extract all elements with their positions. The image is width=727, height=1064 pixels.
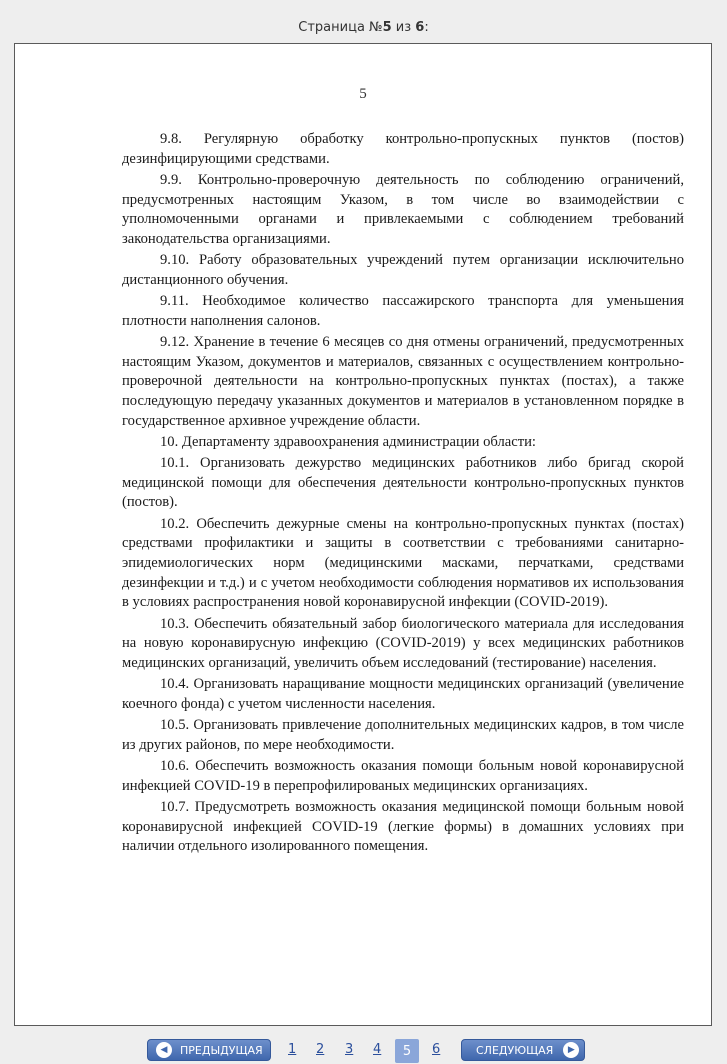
document-page	[14, 43, 712, 1026]
previous-page-label: ПРЕДЫДУЩАЯ	[180, 1043, 263, 1057]
paragraph-10: 10. Департаменту здравоохранения администрации области:	[160, 433, 536, 450]
document-body	[122, 130, 684, 859]
previous-page-button[interactable]	[147, 1039, 271, 1061]
header-suffix: :	[424, 20, 429, 35]
page-link-4[interactable]: 4	[373, 1042, 382, 1057]
next-page-button[interactable]	[461, 1039, 585, 1061]
chevron-right-icon: ▶	[563, 1042, 579, 1058]
pagination	[0, 1039, 727, 1063]
paragraph-10-3: 10.3. Обеспечить обязательный забор биологического материала для исследования на новую коронавирусную инфекцию (COVID-2019) у всех медицинских работников медицинских организаций, увеличить объем исследований (тестирование) населения.	[122, 615, 684, 671]
document-page-number: 5	[359, 86, 367, 102]
header-middle: из	[391, 20, 416, 35]
paragraph-10-5: 10.5. Организовать привлечение дополнительных медицинских кадров, в том числе из других районов, по мере необходимости.	[122, 717, 684, 753]
paragraph-9-9: 9.9. Контрольно-проверочную деятельность по соблюдению ограничений, предусмотренных настоящим Указом, в том числе во взаимодействии с уполномоченными органами и привлекаемыми с соблюдением требований законодательства организациями.	[122, 171, 684, 247]
header-total-pages: 6	[415, 20, 425, 35]
next-page-label: СЛЕДУЮЩАЯ	[476, 1043, 554, 1057]
paragraph-9-8: 9.8. Регулярную обработку контрольно-пропускных пунктов (постов) дезинфицирующими средствами.	[122, 131, 684, 167]
paragraph-10-4: 10.4. Организовать наращивание мощности медицинских организаций (увеличение коечного фонда) с учетом численности населения.	[122, 676, 684, 712]
paragraph-9-12: 9.12. Хранение в течение 6 месяцев со дня отмены ограничений, предусмотренных настоящим Указом, документов и материалов, связанных с осуществлением контрольно-проверочной деятельности на контрольно-пропускных пунктах (постах), а также последующую передачу указанных документов и материалов в установленном порядке в государственное архивное учреждение области.	[122, 334, 684, 429]
paragraph-10-2: 10.2. Обеспечить дежурные смены на контрольно-пропускных пунктах (постах) средствами профилактики и защиты в соответствии с требованиями санитарно-эпидемиологических норм (медицинскими масками, перчатками, средствами дезинфекции и т.д.) и с учетом необходимости соблюдения нормативов их использования в условиях распространения новой коронавирусной инфекции (COVID-2019).	[122, 515, 684, 611]
paragraph-9-10: 9.10. Работу образовательных учреждений путем организации исключительно дистанционного обучения.	[122, 252, 684, 288]
page-link-1[interactable]: 1	[288, 1042, 297, 1057]
page-link-current: 5	[395, 1039, 419, 1063]
paragraph-9-11: 9.11. Необходимое количество пассажирского транспорта для уменьшения плотности наполнения салонов.	[122, 293, 684, 329]
header-prefix: Страница №	[298, 20, 383, 35]
page-header	[0, 20, 727, 35]
paragraph-10-1: 10.1. Организовать дежурство медицинских работников либо бригад скорой медицинской помощи для обеспечения деятельности контрольно-пропускных пунктов (постов).	[122, 455, 684, 511]
page-link-6[interactable]: 6	[432, 1042, 441, 1057]
page-link-2[interactable]: 2	[316, 1042, 325, 1057]
header-current-page: 5	[382, 20, 392, 35]
chevron-left-icon: ◀	[156, 1042, 172, 1058]
page-link-3[interactable]: 3	[345, 1042, 354, 1057]
paragraph-10-7: 10.7. Предусмотреть возможность оказания медицинской помощи больным новой коронавирусной инфекцией COVID-19 (легкие формы) в домашних условиях при наличии отдельного изолированного помещения.	[122, 799, 684, 855]
paragraph-10-6: 10.6. Обеспечить возможность оказания помощи больным новой коронавирусной инфекцией COVID-19 в перепрофилированых медицинских организациях.	[122, 758, 684, 794]
